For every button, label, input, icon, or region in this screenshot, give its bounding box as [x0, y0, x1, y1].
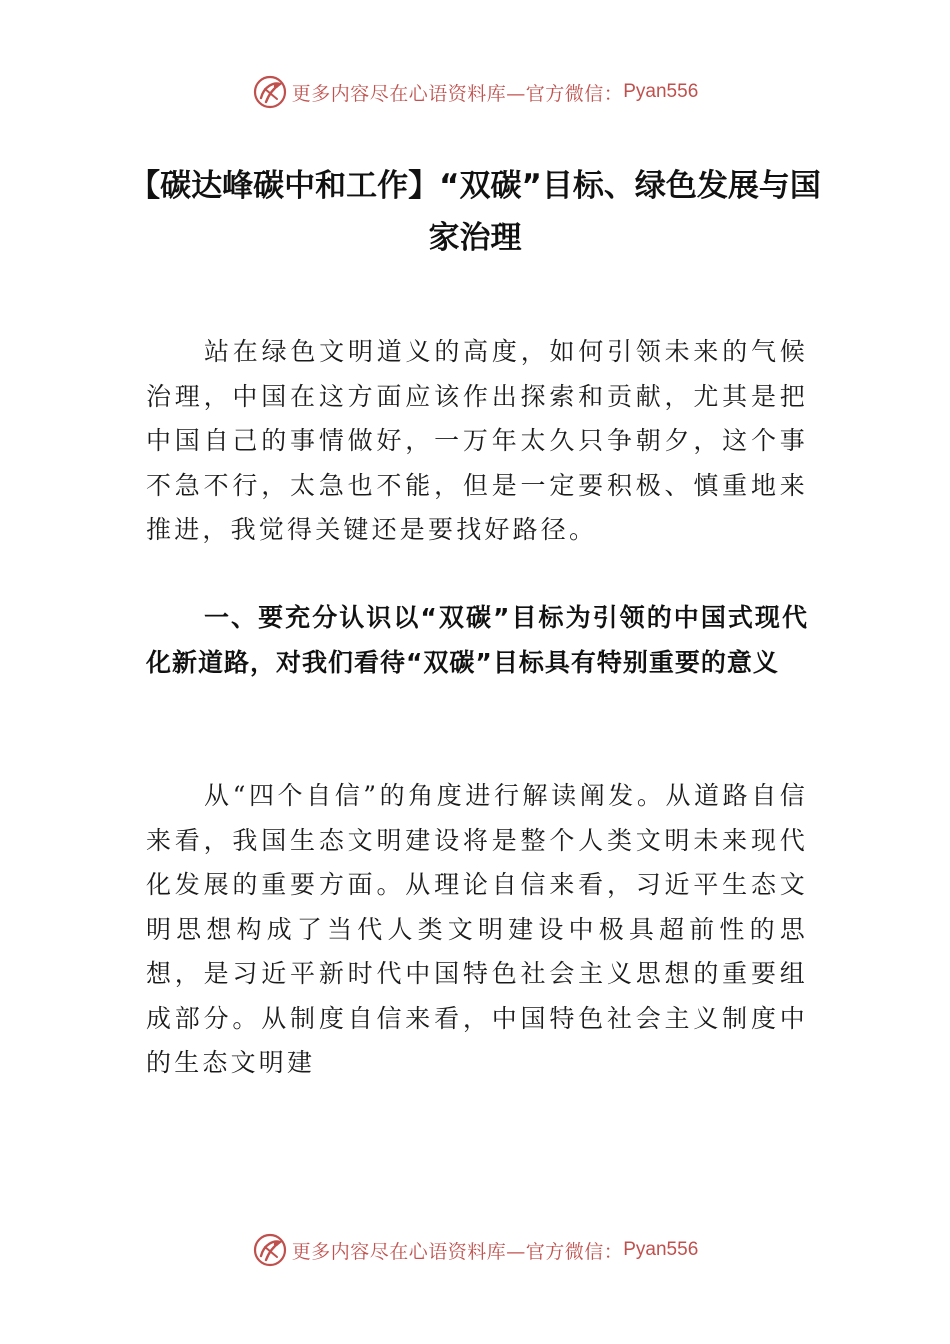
paragraph-four-confidences: 从“四个自信”的角度进行解读阐发。从道路自信来看，我国生态文明建设将是整个人类文明未来现代化发展的重要方面。从理论自信来看，习近平生态文明思想构成了当代人类文明建设中极具超前性的思想，是习近平新时代中国特色社会主义思想的重要组成部分。从制度自信来看，中国特色社会主义制度中的生态文明建 — [146, 781, 808, 1077]
banner-text: 更多内容尽在心语资料库—官方微信： — [291, 1240, 624, 1263]
banner-text: 更多内容尽在心语资料库—官方微信： — [291, 82, 624, 105]
section-heading-1: 一、要充分认识以“双碳”目标为引领的中国式现代化新道路，对我们看待“双碳”目标具有特别重要的意义 — [146, 603, 808, 677]
footer-banner — [0, 1230, 950, 1270]
brand-logo-icon — [252, 74, 288, 110]
brand-logo-icon — [252, 1232, 288, 1268]
banner-wechat-handle: Pyan556 — [623, 81, 699, 102]
header-banner — [0, 72, 950, 112]
banner-wechat-handle: Pyan556 — [623, 1239, 699, 1260]
paragraph-intro: 站在绿色文明道义的高度，如何引领未来的气候治理，中国在这方面应该作出探索和贡献，尤其是把中国自己的事情做好，一万年太久只争朝夕，这个事不急不行，太急也不能，但是一定要积极、慎重地来推进，我觉得关键还是要找好路径。 — [146, 337, 808, 544]
document-title: 【碳达峰碳中和工作】“双碳”目标、绿色发展与国家治理 — [129, 168, 821, 256]
